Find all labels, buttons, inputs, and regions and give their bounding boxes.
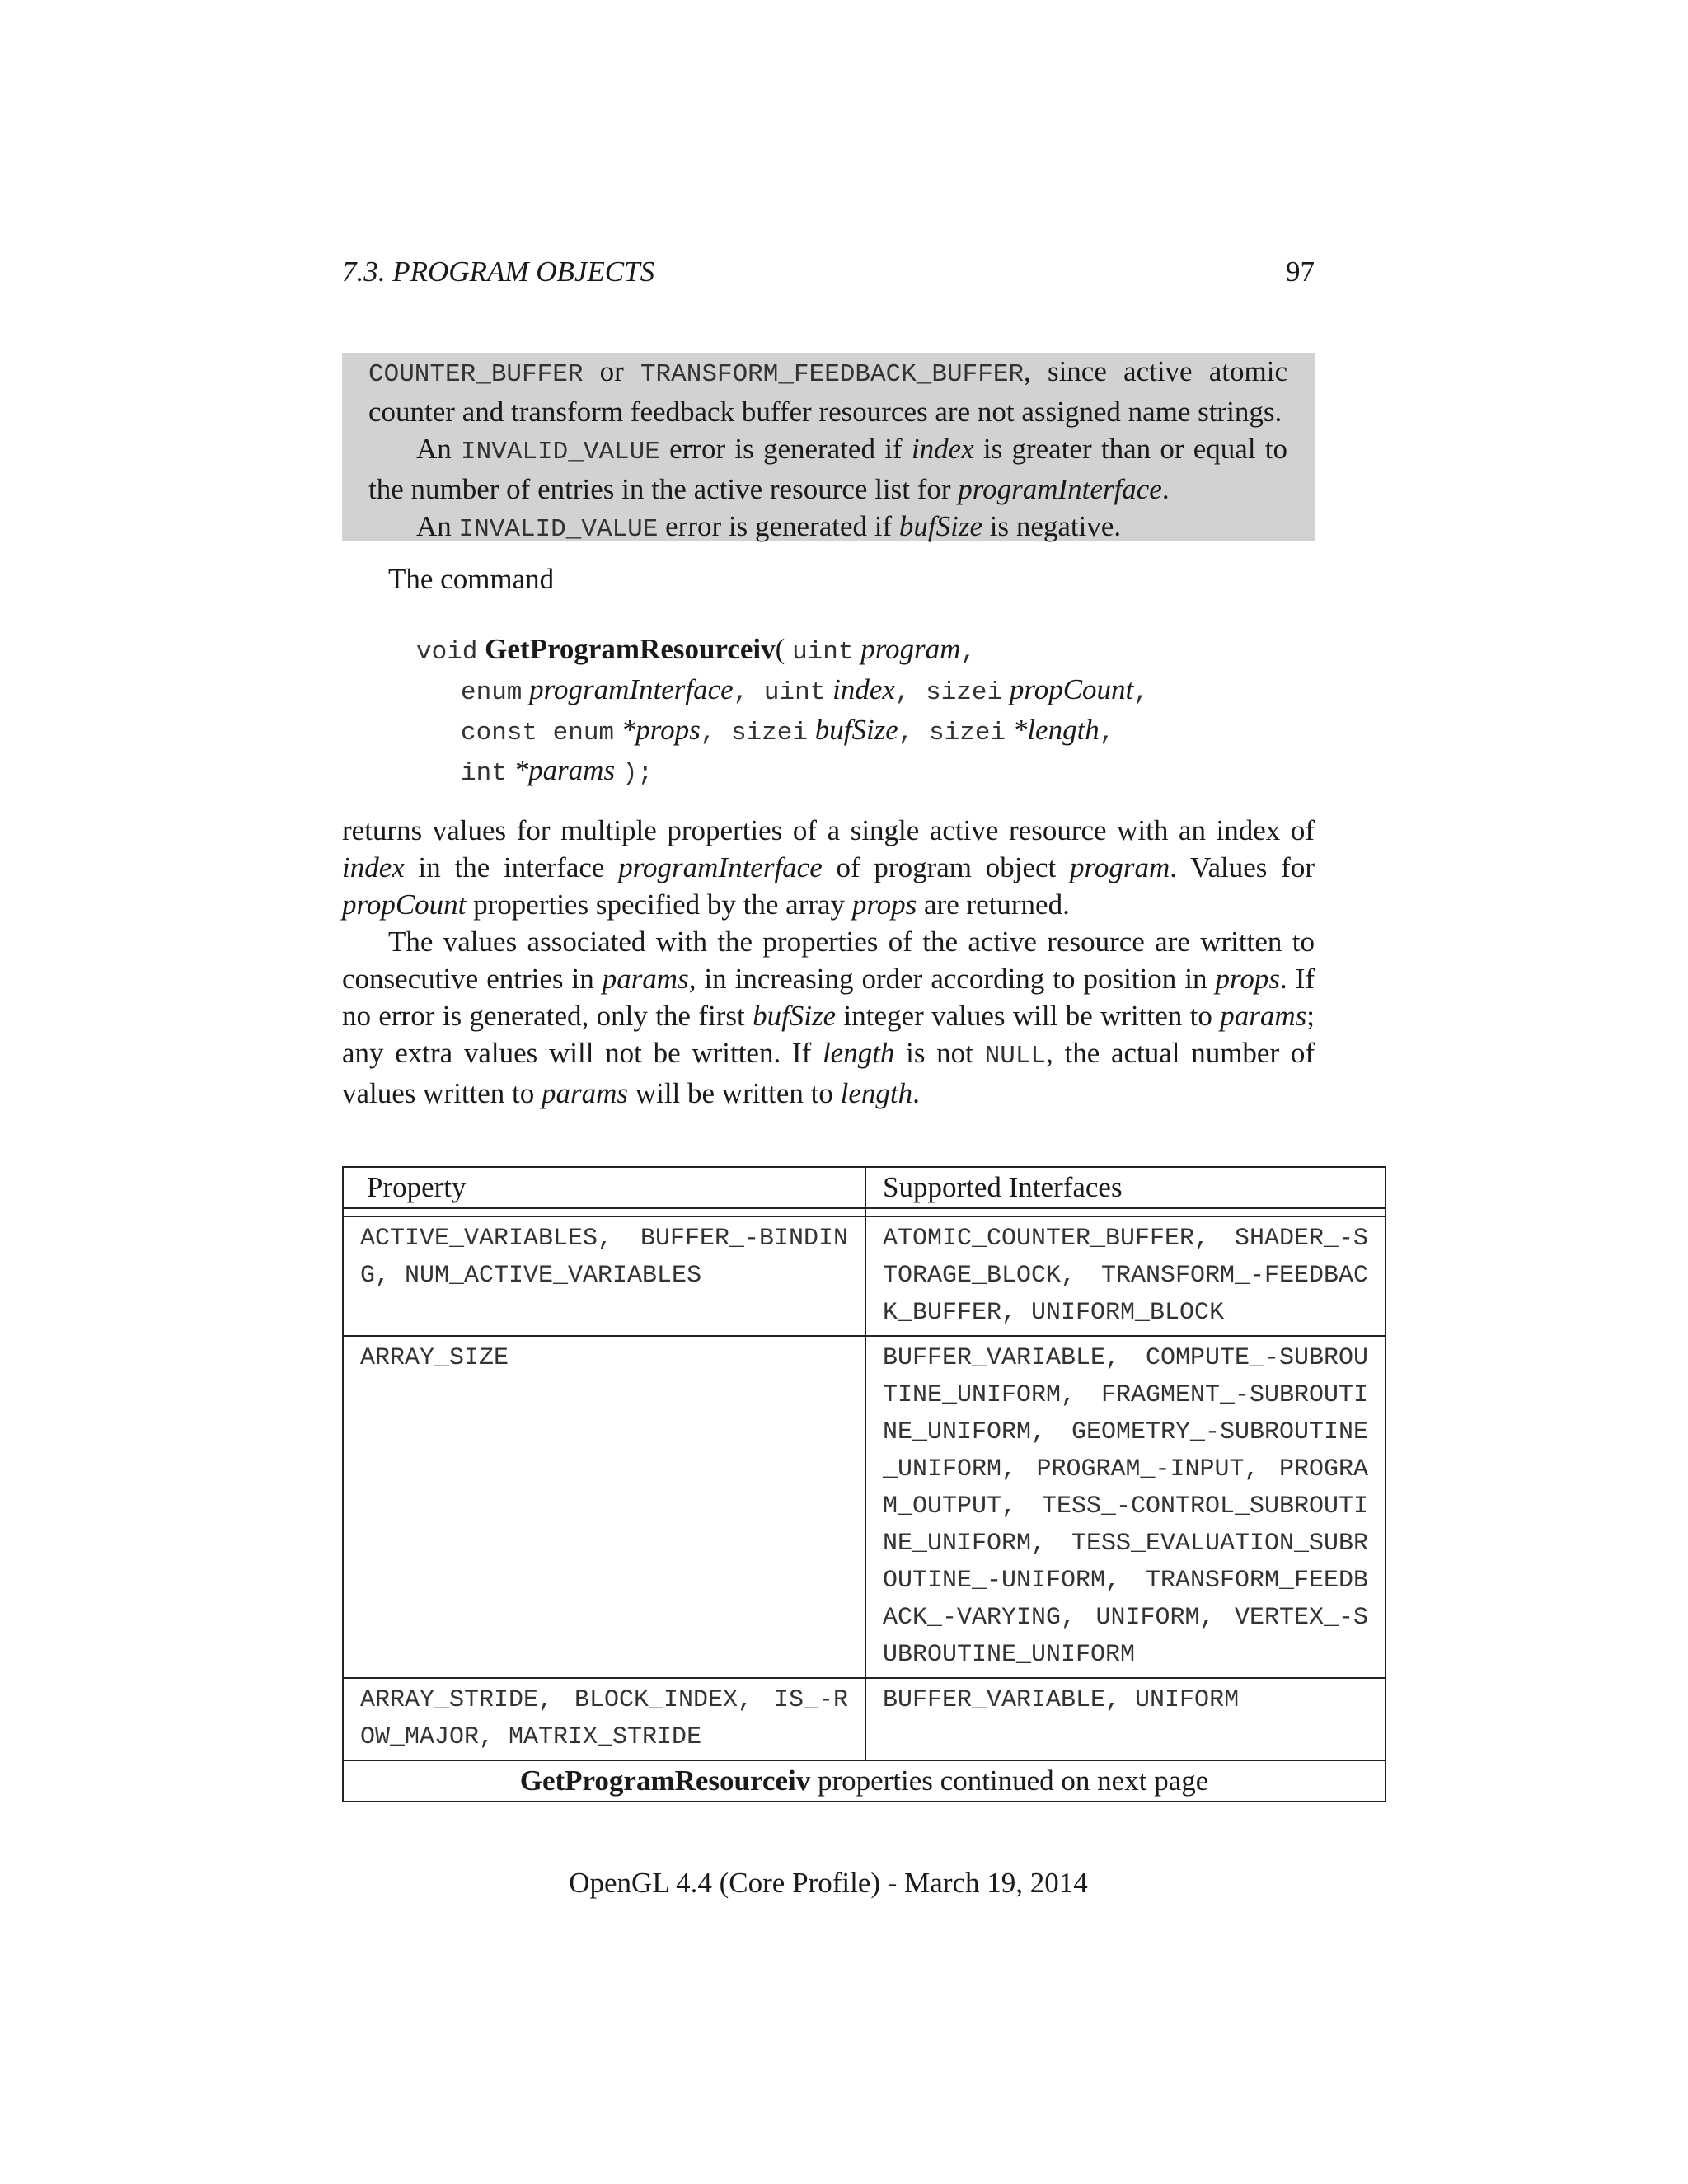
prototype-line-3: const enum *props, sizei bufSize, sizei *length,	[461, 714, 1115, 748]
running-header	[342, 255, 1315, 297]
interfaces-cell: ATOMIC_COUNTER_BUFFER, SHADER_-STORAGE_BLOCK, TRANSFORM_-FEEDBACK_BUFFER, UNIFORM_BLOCK	[865, 1216, 1386, 1336]
error-bufsize: An INVALID_VALUE error is generated if bufSize is negative.	[416, 510, 1122, 544]
prototype-line-1: void GetProgramResourceiv( uint program,	[416, 633, 977, 667]
property-cell: ARRAY_STRIDE, BLOCK_INDEX, IS_-ROW_MAJOR, MATRIX_STRIDE	[343, 1678, 865, 1760]
header-property: Property	[343, 1167, 865, 1208]
continued-note: GetProgramResourceiv properties continued on next page	[343, 1760, 1386, 1802]
prototype-line-4: int *params );	[461, 754, 654, 788]
table-row	[343, 1678, 1386, 1760]
page-footer: OpenGL 4.4 (Core Profile) - March 19, 2014	[569, 1867, 1088, 1899]
body-text	[342, 812, 1315, 1112]
table-row	[343, 1216, 1386, 1336]
error-box-line-1: COUNTER_BUFFER or TRANSFORM_FEEDBACK_BUFFER, since active atomic	[368, 355, 1287, 389]
table-header-gap	[343, 1208, 1386, 1216]
table-header-row	[343, 1167, 1386, 1208]
function-name: GetProgramResourceiv	[485, 633, 776, 665]
lead-in: The command	[388, 563, 555, 595]
error-box	[342, 353, 1315, 544]
property-cell: ARRAY_SIZE	[343, 1336, 865, 1678]
property-cell: ACTIVE_VARIABLES, BUFFER_-BINDING, NUM_ACTIVE_VARIABLES	[343, 1216, 865, 1336]
table-row	[343, 1336, 1386, 1678]
section-title: 7.3. PROGRAM OBJECTS	[342, 255, 655, 288]
error-box-line-2: counter and transform feedback buffer resources are not assigned name strings.	[368, 396, 1282, 428]
paragraph-values: The values associated with the properties of the active resource are written to consecutive entries in params, in increasing order according to position in props. If no error is generated, only the first bufSize integer values will be written to params; any extra values will not be written. If length is not NULL, the actual number of values written to params will be written to length.	[342, 926, 1315, 1109]
error-index-cont: the number of entries in the active resource list for programInterface.	[368, 473, 1170, 505]
table-continued-row	[343, 1760, 1386, 1802]
prototype-line-2: enum programInterface, uint index, sizei propCount,	[461, 673, 1149, 707]
page-number: 97	[1286, 255, 1315, 288]
header-supported-interfaces: Supported Interfaces	[865, 1167, 1386, 1208]
function-prototype	[416, 630, 1149, 792]
interfaces-cell: BUFFER_VARIABLE, UNIFORM	[865, 1678, 1386, 1760]
paragraph-returns: returns values for multiple properties of a single active resource with an index of index in the interface programInterface of program object program. Values for propCount properties specified by the array props are returned.	[342, 814, 1315, 921]
error-index: An INVALID_VALUE error is generated if index is greater than or equal to	[416, 433, 1288, 466]
properties-table	[342, 1166, 1386, 1802]
interfaces-cell: BUFFER_VARIABLE, COMPUTE_-SUBROUTINE_UNIFORM, FRAGMENT_-SUBROUTINE_UNIFORM, GEOMETRY_-SUBROUTINE_UNIFORM, PROGRAM_-INPUT, PROGRAM_OUTPUT, TESS_-CONTROL_SUBROUTINE_UNIFORM, TESS_EVALUATION_SUBROUTINE_-UNIFORM, TRANSFORM_FEEDBACK_-VARYING, UNIFORM, VERTEX_-SUBROUTINE_UNIFORM	[865, 1336, 1386, 1678]
